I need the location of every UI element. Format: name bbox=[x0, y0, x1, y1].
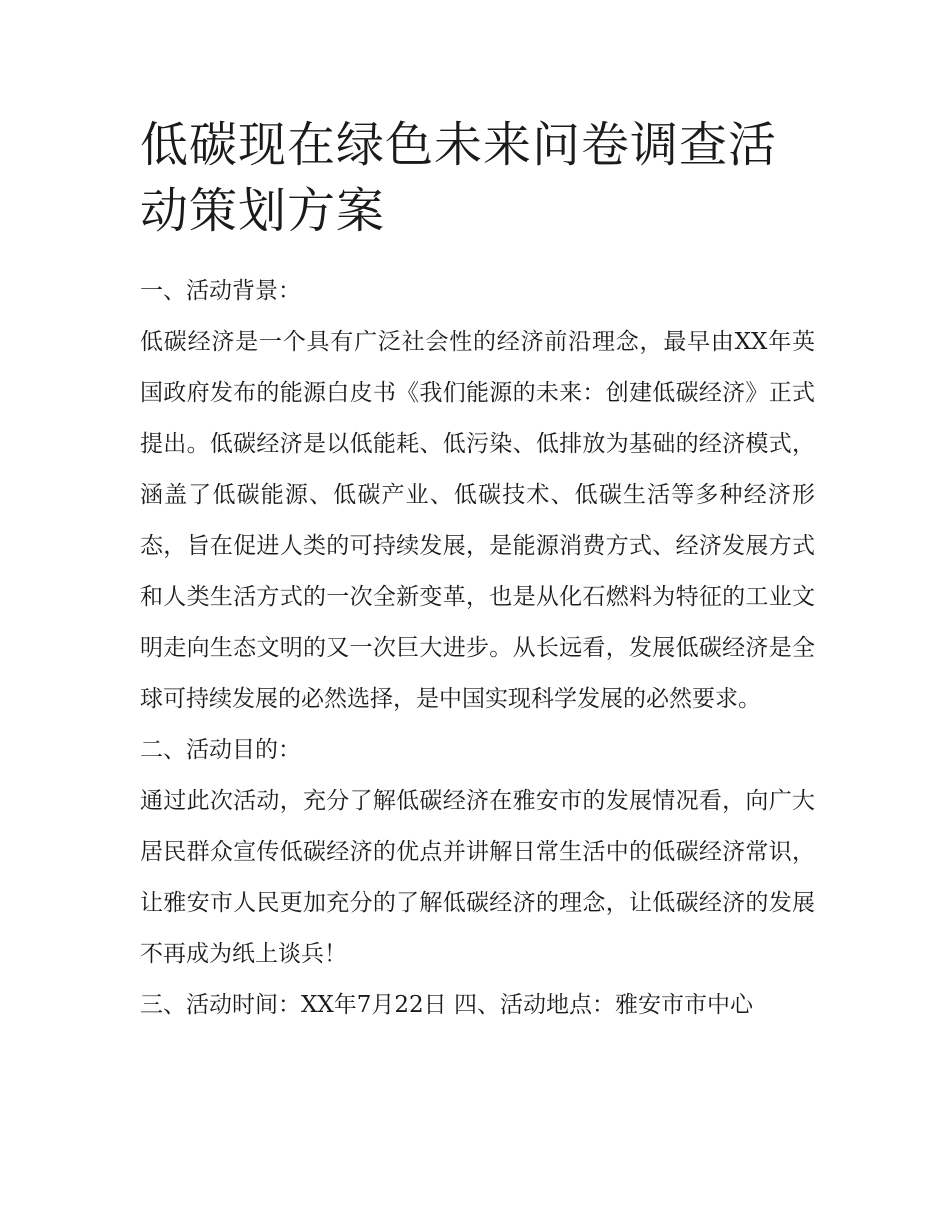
section-purpose bbox=[140, 725, 815, 980]
section-background bbox=[140, 266, 815, 725]
section-time-location bbox=[140, 980, 815, 1031]
section-heading-background: 一、活动背景： bbox=[140, 278, 301, 304]
document-page bbox=[140, 112, 815, 1031]
section-heading-purpose: 二、活动目的： bbox=[140, 737, 301, 763]
document-title: 低碳现在绿色未来问卷调查活动策划方案 bbox=[140, 117, 778, 239]
section-heading-time-location: 三、活动时间：XX年7月22日 四、活动地点：雅安市市中心 bbox=[140, 992, 753, 1018]
section-body-background: 低碳经济是一个具有广泛社会性的经济前沿理念，最早由XX年英国政府发布的能源白皮书《我们能源的未来：创建低碳经济》正式提出。低碳经济是以低能耗、低污染、低排放为基础的经济模式，涵盖了低碳能源、低碳产业、低碳技术、低碳生活等多种经济形态，旨在促进人类的可持续发展，是能源消费方式、经济发展方式和人类生活方式的一次全新变革，也是从化石燃料为特征的工业文明走向生态文明的又一次巨大进步。从长远看，发展低碳经济是全球可持续发展的必然选择，是中国实现科学发展的必然要求。 bbox=[140, 329, 815, 712]
section-body-purpose: 通过此次活动，充分了解低碳经济在雅安市的发展情况看，向广大居民群众宣传低碳经济的优点并讲解日常生活中的低碳经济常识，让雅安市人民更加充分的了解低碳经济的理念，让低碳经济的发展不再成为纸上谈兵！ bbox=[140, 788, 815, 967]
